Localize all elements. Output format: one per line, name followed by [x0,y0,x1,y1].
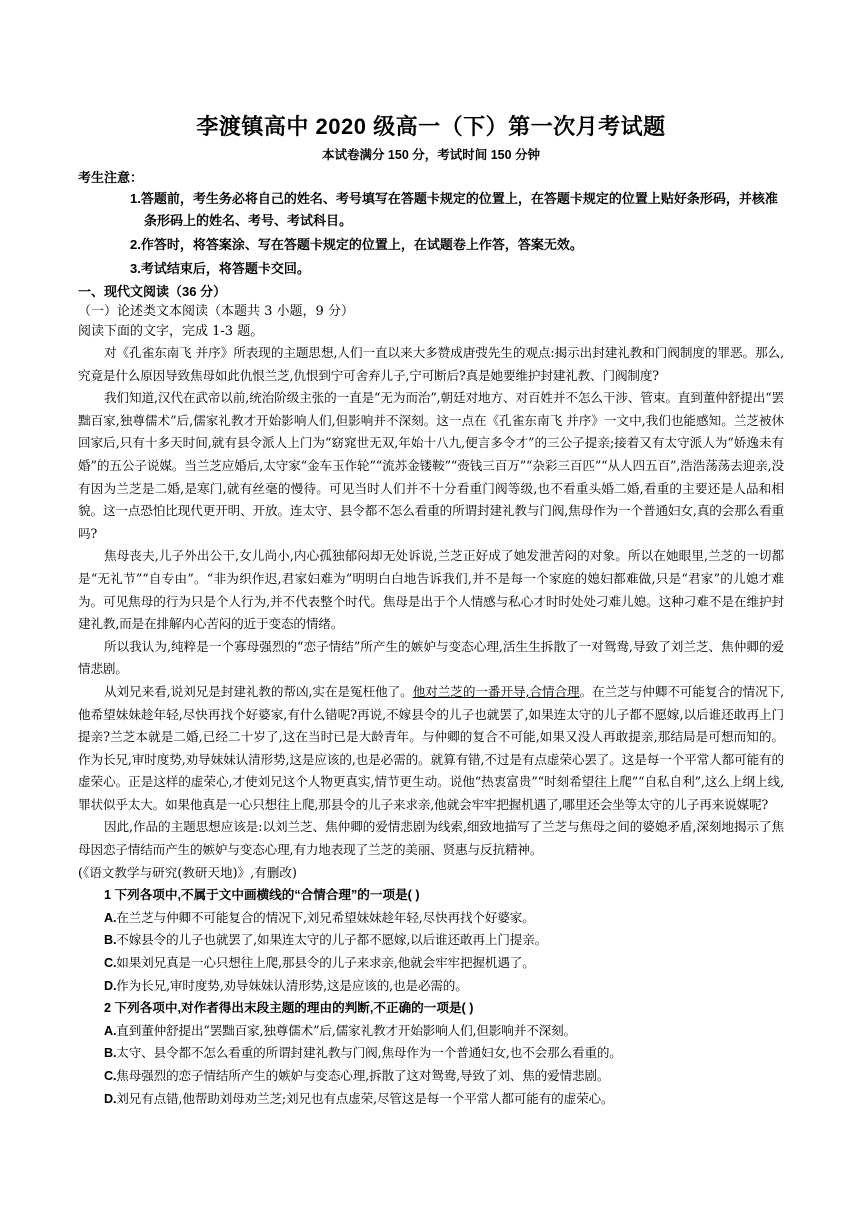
notice-item-2: 2.作答时，将答案涂、写在答题卡规定的位置上，在试题卷上作答，答案无效。 [130,237,583,252]
option-text: 太守、县令都不怎么看重的所谓封建礼教与门阀,焦母作为一个普通妇女,也不会那么看重的。 [116,1045,622,1061]
option-letter: B. [104,1046,117,1061]
passage-source: (《语文教学与研究(教研天地)》,有删改) [78,864,297,880]
question-2-option-d[interactable] [78,1088,784,1111]
question-2-option-a[interactable] [78,1020,784,1043]
exam-subtitle: 本试卷满分 150 分，考试时间 150 分钟 [321,148,541,162]
question-1-option-c[interactable] [78,952,784,975]
passage-paragraph-3: 焦母丧夫,儿子外出公干,女儿尚小,内心孤独郁闷却无处诉说,兰芝正好成了她发泄苦闷的对象。所以在她眼里,兰芝的一切都是“无礼节”“自专由”。“非为织作迟,君家妇难为”明明白白地告诉我们,并不是每一个家庭的媳妇都难做,只是“君家”的儿媳才难为。可见焦母的行为只是个人行为,并不代表整个时代。焦母是出于个人情感与私心才时时处处刁难儿媳。这种刁难不是在维护封建礼教,而是在排解内心苦闷的近于变态的情绪。 [78,548,784,632]
question-1-option-a[interactable] [78,907,784,930]
passage-paragraph-6: 因此,作品的主题思想应该是:以刘兰芝、焦仲卿的爱情悲剧为线索,细致地描写了兰芝与焦母之间的婆媳矛盾,深刻地揭示了焦母因恋子情结而产生的嫉妒与变态心理,有力地表现了兰芝的美丽、贤惠与反抗精神。 [78,819,784,858]
section-heading: 一、现代文阅读（36 分） [78,284,227,299]
option-text: 焦母强烈的恋子情结所产生的嫉妒与变态心理,拆散了这对鸳鸯,导致了刘、焦的爱情悲剧。 [116,1068,610,1083]
option-text: 作为长兄,审时度势,劝导妹妹认清形势,这是应该的,也是必需的。 [116,977,468,993]
option-letter: D. [104,1091,117,1106]
passage-paragraph-5 [78,681,784,817]
option-letter: A. [104,1023,117,1038]
option-text: 直到董仲舒提出“罢黜百家,独尊儒术”后,儒家礼教才开始影响人们,但影响并不深刻。 [116,1022,576,1038]
option-text: 在兰芝与仲卿不可能复合的情况下,刘兄希望妹妹趁年轻,尽快再找个好婆家。 [116,909,535,925]
question-1-stem: 1 下列各项中,不属于文中画横线的“合情合理”的一项是( ) [104,888,420,903]
option-letter: D. [104,978,117,993]
question-2-option-b[interactable] [78,1042,784,1065]
underlined-phrase: 他对兰芝的一番开导,合情合理 [412,683,580,699]
passage-paragraph-1: 对《孔雀东南飞 并序》所表现的主题思想,人们一直以来大多赞成唐弢先生的观点:揭示出封建礼教和门阀制度的罪恶。那么,究竟是什么原因导致焦母如此仇恨兰芝,仇恨到宁可舍弃儿子,宁可断后?真是她要维护封建礼教、门阀制度? [78,345,784,383]
reading-passage [78,342,784,884]
paragraph-5-lead: 从刘兄来看,说刘兄是封建礼教的帮凶,实在是冤枉他了。 [104,683,413,699]
exam-page [78,112,784,1110]
notice-section [78,168,784,280]
option-letter: C. [104,956,117,971]
option-letter: A. [104,910,117,925]
passage-paragraph-4: 所以我认为,纯粹是一个寡母强烈的“恋子情结”所产生的嫉妒与变态心理,活生生拆散了一对鸳鸯,导致了刘兰芝、焦仲卿的爱情悲剧。 [78,638,784,677]
option-text: 如果刘兄真是一心只想往上爬,那县令的儿子来求亲,他就会牢牢把握机遇了。 [116,955,535,971]
passage-paragraph-2: 我们知道,汉代在武帝以前,统治阶级主张的一直是“无为而治”,朝廷对地方、对百姓并不怎么干涉、管束。直到董仲舒提出“罢黜百家,独尊儒术”后,儒家礼教才开始影响人们,但影响并不深刻。这一点在《孔雀东南飞 并序》一文中,我们也能感知。兰芝被休回家后,只有十多天时间,就有县令派人上门为“窈窕世无双,年始十八九,便言多令才”的三公子提亲;接着又有太守派人为“娇逸未有婚”的五公子说媒。当兰芝应婚后,太守家“金车玉作轮”“流苏金镂鞍”“赍钱三百万”“杂彩三百匹”“从人四五百”,浩浩荡荡去迎亲,没有因为兰芝是二婚,是寒门,就有丝毫的慢待。可见当时人们并不十分看重门阀等级,也不看重头婚二婚,看重的主要还是人品和相貌。这一点恐怕比现代更开明、开放。连太守、县令都不怎么看重的所谓封建礼教与门阀,焦母作为一个普通妇女,真的会那么看重吗? [78,390,784,541]
notice-item-1: 1.答题前，考生务必将自己的姓名、考号填写在答题卡规定的位置上，在答题卡规定的位置上贴好条形码，并核准条形码上的姓名、考号、考试科目。 [130,191,778,228]
exam-title: 李渡镇高中 2020 级高一（下）第一次月考试题 [196,114,666,139]
notice-item-3: 3.考试结束后，将答题卡交回。 [130,261,310,276]
option-letter: C. [104,1069,117,1083]
reading-instruction: 阅读下面的文字，完成 1-3 题。 [78,324,264,339]
option-text: 刘兄有点错,他帮助刘母劝兰芝;刘兄也有点虚荣,尽管这是每一个平常人都可能有的虚荣心。 [116,1090,614,1106]
question-1-option-d[interactable] [78,975,784,998]
option-letter: B. [104,933,117,948]
question-2-option-c[interactable] [78,1065,784,1088]
option-text: 不嫁县令的儿子也就罢了,如果连太守的儿子都不愿嫁,以后谁还敢再上门提亲。 [116,932,548,948]
question-2 [78,997,784,1110]
notice-heading: 考生注意： [78,170,144,185]
question-2-stem: 2 下列各项中,对作者得出末段主题的理由的判断,不正确的一项是( ) [104,1001,474,1016]
question-1 [78,884,784,997]
paragraph-5-rest: 。在兰芝与仲卿不可能复合的情况下,他希望妹妹趁年轻,尽快再找个好婆家,有什么错呢?再说,不嫁县令的儿子也就罢了,如果连太守的儿子都不愿嫁,以后谁还敢再上门提亲?兰芝本就是二婚,已经二十岁了,这在当时已是大龄青年。与仲卿的复合不可能,如果又没人再敢提亲,那结局是可想而知的。作为长兄,审时度势,劝导妹妹认清形势,这是应该的,也是必需的。就算有错,不过是有点虚荣心罢了。这是每一个平常人都可能有的虚荣心。正是这样的虚荣心,才使刘兄这个人物更真实,情节更生动。说他“热衷富贵”“时刻希望往上爬”“自私自利”,这么上纲上线,罪状似乎太大。如果他真是一心只想往上爬,那县令的儿子来求亲,他就会牢牢把握机遇了,哪里还会坐等太守的儿子再来说媒呢? [78,683,784,812]
question-1-option-b[interactable] [78,929,784,952]
subsection-heading: （一）论述类文本阅读（本题共 3 小题，9 分） [78,304,354,319]
